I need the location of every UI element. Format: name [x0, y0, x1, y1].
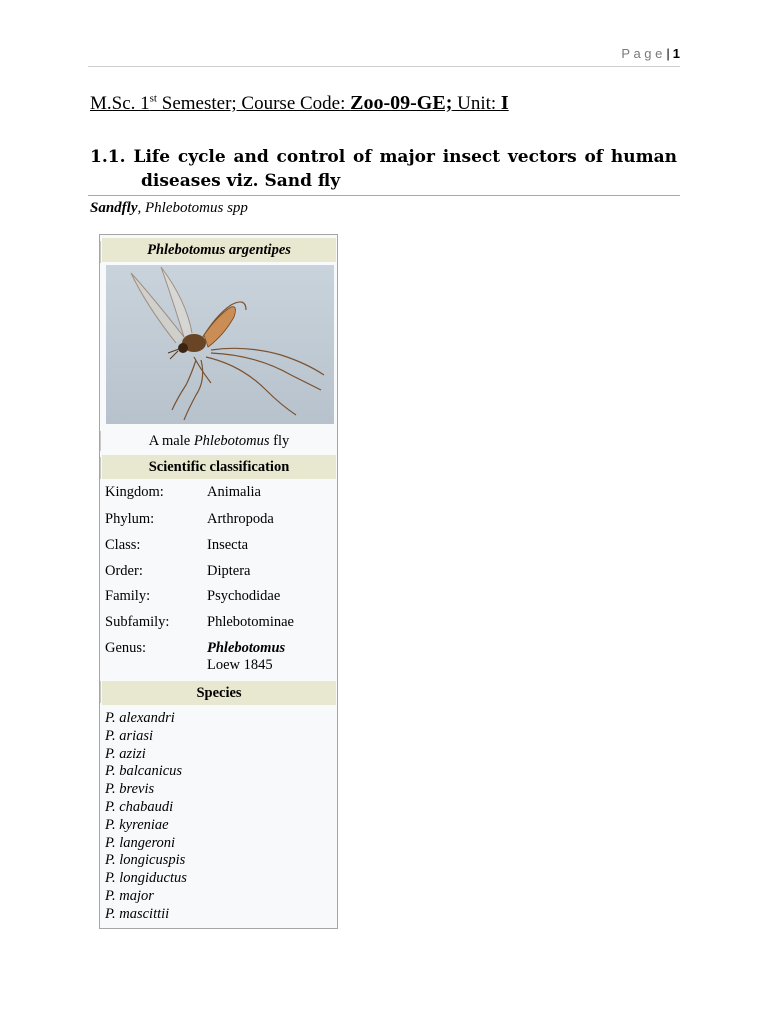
species-item: P. mascittii	[105, 905, 170, 922]
taxobox-title: Phlebotomus argentipes	[102, 238, 336, 262]
species-item: P. alexandri	[105, 710, 175, 726]
species-item: P. chabaudi	[105, 798, 174, 815]
taxon-label: Family:	[105, 588, 151, 604]
species-item: P. azizi	[105, 745, 146, 762]
species-item: P. kyreniae	[105, 816, 169, 833]
subject-rest: , Phlebotomus spp	[137, 200, 248, 216]
species-item: P. balcanicus	[105, 763, 183, 780]
caption-suffix: fly	[269, 433, 290, 449]
row-marker	[100, 241, 101, 263]
taxon-label: Kingdom:	[105, 484, 164, 500]
taxon-value: Phlebotominae	[207, 614, 294, 630]
course-code: Zoo-09-GE;	[350, 92, 453, 114]
course-semester: Semester; Course Code:	[157, 93, 351, 114]
page-separator: |	[666, 46, 670, 61]
taxon-value: Psychodidae	[207, 588, 281, 604]
section-heading	[90, 145, 677, 169]
taxon-label: Class:	[105, 537, 141, 553]
course-degree: M.Sc. 1	[90, 93, 150, 114]
page-label: P a g e	[621, 46, 663, 61]
species-item: P. longiductus	[105, 870, 187, 887]
caption-prefix: A male	[148, 433, 194, 449]
genus-name: Phlebotomus	[207, 640, 286, 656]
course-unit: I	[500, 92, 509, 114]
taxobox	[99, 234, 338, 929]
taxon-value: Insecta	[207, 537, 249, 553]
page-number: 1	[672, 46, 680, 61]
species-list	[105, 710, 187, 924]
taxon-value: Diptera	[207, 563, 251, 579]
taxon-label: Genus:	[105, 640, 147, 656]
taxon-value: Arthropoda	[207, 511, 274, 527]
species-item: P. langeroni	[105, 834, 176, 851]
heading-rule	[88, 195, 680, 196]
page-header	[88, 46, 680, 67]
subject-line	[90, 200, 248, 217]
taxon-label: Phylum:	[105, 511, 155, 527]
row-marker	[100, 681, 101, 703]
course-unit-label: Unit:	[452, 93, 501, 114]
section-title-line1: Life cycle and control of major insect vectors of human	[133, 147, 677, 167]
course-line	[90, 92, 509, 115]
image-caption	[102, 431, 336, 451]
course-degree-sup: st	[149, 92, 157, 105]
caption-genus: Phlebotomus	[193, 433, 270, 449]
species-item: P. longicuspis	[105, 852, 186, 869]
sandfly-photo	[106, 265, 334, 424]
subject-name: Sandfly	[90, 200, 138, 216]
classification-header: Scientific classification	[102, 455, 336, 479]
genus-authority: Loew 1845	[207, 657, 273, 673]
taxon-label: Order:	[105, 563, 143, 579]
species-item: P. brevis	[105, 781, 155, 798]
section-title-line2: diseases viz. Sand fly	[141, 171, 341, 191]
species-item: P. major	[105, 887, 154, 904]
taxon-label: Subfamily:	[105, 614, 170, 630]
sandfly-illustration	[106, 265, 334, 424]
species-item: P. ariasi	[105, 727, 154, 744]
species-header: Species	[102, 681, 336, 705]
row-marker	[100, 457, 101, 479]
section-number: 1.1.	[90, 147, 126, 167]
taxon-value: Animalia	[207, 484, 261, 500]
row-marker	[100, 431, 101, 451]
